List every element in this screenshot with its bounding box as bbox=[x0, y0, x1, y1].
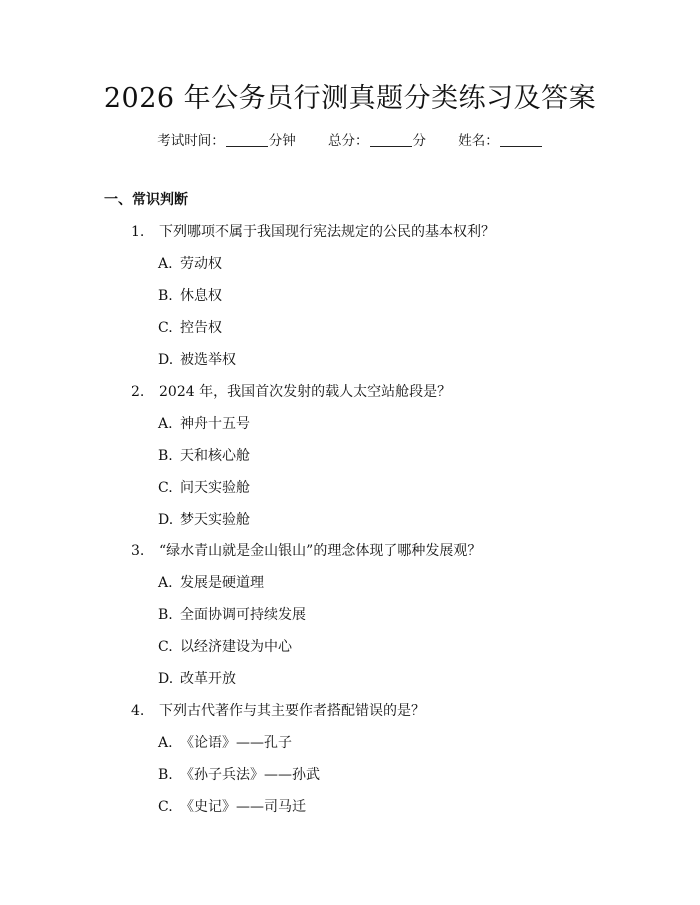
option-item bbox=[158, 732, 292, 754]
total-score-unit: 分 bbox=[412, 133, 426, 149]
option-text: 神舟十五号 bbox=[180, 416, 250, 432]
option-item bbox=[158, 604, 306, 626]
question-2 bbox=[131, 381, 451, 403]
option-text: 全面协调可持续发展 bbox=[180, 607, 306, 623]
question-3 bbox=[131, 540, 481, 562]
question-text: 下列哪项不属于我国现行宪法规定的公民的基本权利？ bbox=[159, 224, 495, 240]
name-label: 姓名： bbox=[458, 133, 499, 149]
option-text: 控告权 bbox=[180, 320, 222, 336]
option-item bbox=[158, 668, 236, 690]
option-text: 改革开放 bbox=[180, 671, 236, 687]
question-number: 1. bbox=[131, 224, 145, 240]
option-letter: C. bbox=[158, 799, 173, 815]
option-letter: B. bbox=[158, 288, 173, 304]
question-text: “绿水青山就是金山银山”的理念体现了哪种发展观？ bbox=[159, 543, 482, 559]
option-letter: D. bbox=[158, 671, 174, 687]
option-letter: B. bbox=[158, 607, 173, 623]
question-4 bbox=[131, 700, 425, 722]
total-score-blank bbox=[370, 132, 412, 147]
option-letter: B. bbox=[158, 448, 173, 464]
question-text: 2024 年，我国首次发射的载人太空站舱段是？ bbox=[159, 384, 452, 400]
exam-time-label: 考试时间： bbox=[157, 133, 225, 149]
option-letter: D. bbox=[158, 352, 174, 368]
option-text: 被选举权 bbox=[180, 352, 236, 368]
exam-time-unit: 分钟 bbox=[268, 133, 296, 149]
option-letter: C. bbox=[158, 639, 173, 655]
option-item bbox=[158, 349, 236, 371]
option-item bbox=[158, 317, 222, 339]
option-item bbox=[158, 509, 250, 531]
exam-meta-line bbox=[0, 131, 700, 151]
document-title: 2026 年公务员行测真题分类练习及答案 bbox=[103, 83, 597, 114]
option-letter: A. bbox=[158, 416, 173, 432]
question-1 bbox=[131, 221, 495, 243]
option-text: 《论语》——孔子 bbox=[180, 735, 292, 751]
total-score-label: 总分： bbox=[328, 133, 369, 149]
section-title: 一、常识判断 bbox=[104, 192, 188, 208]
option-letter: D. bbox=[158, 512, 174, 528]
question-number: 3. bbox=[131, 543, 145, 559]
option-text: 梦天实验舱 bbox=[180, 512, 250, 528]
total-score-field bbox=[328, 131, 426, 151]
option-item bbox=[158, 572, 264, 594]
option-text: 以经济建设为中心 bbox=[180, 639, 292, 655]
option-text: 休息权 bbox=[180, 288, 222, 304]
question-text: 下列古代著作与其主要作者搭配错误的是？ bbox=[159, 703, 425, 719]
option-item bbox=[158, 413, 250, 435]
option-item bbox=[158, 636, 292, 658]
name-blank bbox=[500, 132, 542, 147]
option-letter: A. bbox=[158, 735, 173, 751]
option-text: 问天实验舱 bbox=[180, 480, 250, 496]
option-text: 天和核心舱 bbox=[180, 448, 250, 464]
option-text: 发展是硬道理 bbox=[180, 575, 264, 591]
option-item bbox=[158, 445, 250, 467]
question-number: 2. bbox=[131, 384, 145, 400]
name-field bbox=[458, 131, 543, 151]
option-text: 劳动权 bbox=[180, 256, 222, 272]
option-letter: C. bbox=[158, 320, 173, 336]
option-item bbox=[158, 764, 320, 786]
option-item bbox=[158, 285, 222, 307]
option-item bbox=[158, 253, 222, 275]
question-number: 4. bbox=[131, 703, 145, 719]
option-letter: A. bbox=[158, 256, 173, 272]
exam-time-blank bbox=[226, 132, 268, 147]
option-text: 《孙子兵法》——孙武 bbox=[180, 767, 320, 783]
option-letter: A. bbox=[158, 575, 173, 591]
option-letter: C. bbox=[158, 480, 173, 496]
option-text: 《史记》——司马迁 bbox=[180, 799, 306, 815]
option-item bbox=[158, 796, 306, 818]
option-letter: B. bbox=[158, 767, 173, 783]
option-item bbox=[158, 477, 250, 499]
exam-time-field bbox=[157, 131, 296, 151]
